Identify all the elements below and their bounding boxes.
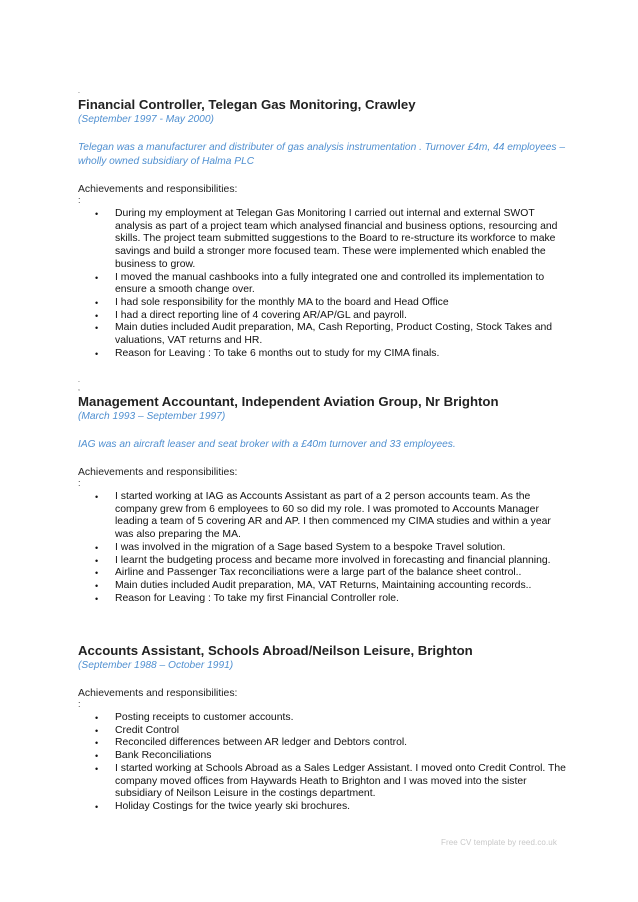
company-description: Telegan was a manufacturer and distributer of gas analysis instrumentation . Turnover £4m, 44 employees – wholly owned subsidiary of Halma PLC xyxy=(78,142,565,167)
achievements-list xyxy=(78,491,568,605)
bullet-icon: • xyxy=(95,555,99,566)
achievements-heading: Achievements and responsibilities: xyxy=(78,184,238,195)
bullet-icon: • xyxy=(95,738,99,749)
bullet-icon: • xyxy=(95,348,99,359)
list-item: • I moved the manual cashbooks into a fully integrated one and controlled its implementation to ensure a smooth change over. xyxy=(95,271,545,296)
list-item: • Credit Control xyxy=(95,724,180,736)
list-item: • Reconciled differences between AR ledger and Debtors control. xyxy=(95,737,408,749)
job-title: Financial Controller, Telegan Gas Monitoring, Crawley xyxy=(78,97,416,112)
achievements-list xyxy=(78,712,568,814)
list-item: • I started working at Schools Abroad as a Sales Ledger Assistant. I moved onto Credit Control. The company moved offices from Haywards Heath to Brighton and I was moved into the sister subsidiary of Neilson Leisure in the costings department. xyxy=(95,762,566,800)
bullet-icon: • xyxy=(95,310,99,321)
list-item: • Airline and Passenger Tax reconciliations were a large part of the balance sheet control.. xyxy=(95,567,522,579)
list-item: • Reason for Leaving : To take 6 months out to study for my CIMA finals. xyxy=(95,347,440,359)
list-item: • During my employment at Telegan Gas Monitoring I carried out internal and external SWOT analysis as part of a project team which analysed financial and business options, resourcing and skills. The project team submitted suggestions to the Board to re-structure its workforce to make savings and build a stronger more focused team. These were implemented which enabled the business to grow. xyxy=(95,208,558,270)
bullet-icon: • xyxy=(95,725,99,736)
job-section-iag xyxy=(78,377,568,605)
list-item: • I had a direct reporting line of 4 covering AR/AP/GL and payroll. xyxy=(95,309,407,321)
list-item: • I learnt the budgeting process and became more involved in forecasting and financial planning. xyxy=(95,554,551,566)
list-item: • I was involved in the migration of a Sage based System to a bespoke Travel solution. xyxy=(95,541,506,553)
bullet-icon: • xyxy=(95,593,99,604)
company-description: IAG was an aircraft leaser and seat broker with a £40m turnover and 33 employees. xyxy=(78,439,456,450)
list-item: • Main duties included Audit preparation, MA, VAT Returns, Maintaining accounting records.. xyxy=(95,579,532,591)
list-item: • I started working at IAG as Accounts Assistant as part of a 2 person accounts team. As the company grew from 6 employees to 60 so did my role. I was promoted to Accounts Manager leading a team of 5 covering AR and AP. I then commenced my CIMA studies and within a year was also preparing the MA. xyxy=(95,491,551,541)
achievements-list xyxy=(78,208,568,360)
job-dates: (September 1997 - May 2000) xyxy=(78,114,214,125)
achievements-heading: Achievements and responsibilities: xyxy=(78,467,238,478)
job-dates: (March 1993 – September 1997) xyxy=(78,411,226,422)
bullet-icon: • xyxy=(95,272,99,283)
bullet-icon: • xyxy=(95,542,99,553)
footer-credit[interactable]: Free CV template by reed.co.uk xyxy=(441,838,557,847)
bullet-icon: • xyxy=(95,751,99,762)
list-item: • Reason for Leaving : To take my first Financial Controller role. xyxy=(95,592,399,604)
stray-mark: , xyxy=(78,385,80,392)
bullet-icon: • xyxy=(95,580,99,591)
list-item: • Main duties included Audit preparation, MA, Cash Reporting, Product Costing, Stock Takes and valuations, VAT returns and HR. xyxy=(95,322,553,347)
stray-mark: . xyxy=(78,88,80,95)
list-item: • I had sole responsibility for the monthly MA to the board and Head Office xyxy=(95,296,449,308)
job-title: Accounts Assistant, Schools Abroad/Neilson Leisure, Brighton xyxy=(78,643,473,658)
bullet-icon: • xyxy=(95,568,99,579)
bullet-icon: • xyxy=(95,713,99,723)
job-section-schools-abroad xyxy=(78,642,568,814)
bullet-icon: • xyxy=(95,763,99,774)
bullet-icon: • xyxy=(95,492,99,502)
job-title: Management Accountant, Independent Aviation Group, Nr Brighton xyxy=(78,394,499,409)
colon-mark: : xyxy=(78,699,81,709)
job-section-telegan xyxy=(78,88,568,360)
list-item: • Holiday Costings for the twice yearly ski brochures. xyxy=(95,800,351,812)
list-item: • Bank Reconciliations xyxy=(95,750,212,762)
bullet-icon: • xyxy=(95,801,99,812)
achievements-heading: Achievements and responsibilities: xyxy=(78,688,238,699)
bullet-icon: • xyxy=(95,297,99,308)
list-item: • Posting receipts to customer accounts. xyxy=(95,712,294,723)
colon-mark: : xyxy=(78,195,81,205)
stray-mark: . xyxy=(78,377,80,384)
colon-mark: : xyxy=(78,478,81,488)
bullet-icon: • xyxy=(95,209,99,219)
job-dates: (September 1988 – October 1991) xyxy=(78,660,234,671)
bullet-icon: • xyxy=(95,323,99,334)
